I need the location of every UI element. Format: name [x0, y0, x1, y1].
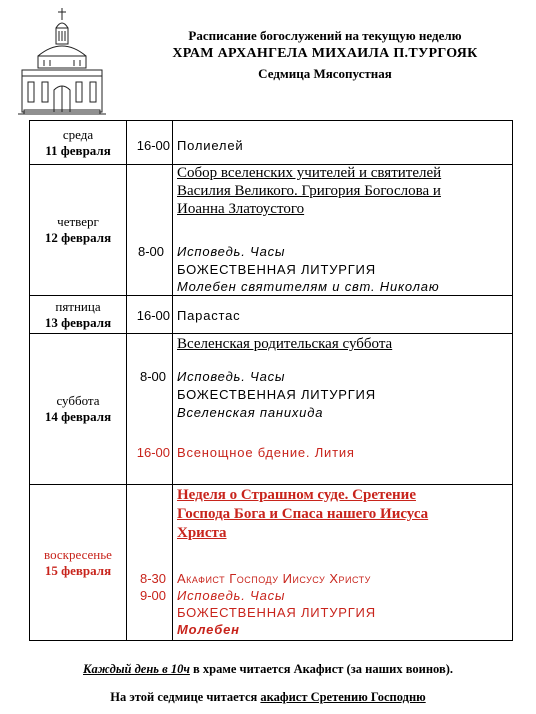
service-name: Акафист Господу Иисусу Христу: [177, 571, 371, 586]
date: 15 февраля: [44, 562, 112, 578]
footer-note-daily: [0, 662, 536, 677]
service-time: 16-00: [136, 308, 170, 323]
footer-emphasis: акафист Сретению Господню: [260, 690, 426, 704]
date: 11 февраля: [45, 142, 111, 158]
date: 12 февраля: [44, 230, 112, 245]
time-cell: [127, 121, 173, 165]
date: 14 февраля: [44, 409, 112, 424]
feast-title-line: Василия Великого. Григория Богослова и: [177, 183, 441, 199]
service-name: Вселенская панихида: [177, 405, 324, 420]
service-name: БОЖЕСТВЕННАЯ ЛИТУРГИЯ: [177, 262, 376, 277]
day-cell: [30, 485, 127, 641]
service-name: Всенощное бдение. Лития: [177, 445, 355, 460]
day-cell: [30, 296, 127, 334]
time-cell: [127, 165, 173, 296]
service-time: 8-00: [139, 369, 166, 384]
day-cell: [30, 121, 127, 165]
footer-text: в храме читается Акафист (за наших воинов).: [189, 662, 453, 676]
event-cell: [173, 296, 513, 334]
schedule-title: Расписание богослужений на текущую неделю: [188, 28, 462, 43]
service-name: БОЖЕСТВЕННАЯ ЛИТУРГИЯ: [177, 605, 376, 620]
event-cell: [173, 165, 513, 296]
feast-title: Вселенская родительская суббота: [177, 336, 393, 352]
church-name: ХРАМ АРХАНГЕЛА МИХАИЛА П.ТУРГОЯК: [172, 46, 478, 61]
time-cell: [127, 334, 173, 485]
service-name: Полиелей: [177, 138, 244, 153]
footer-note-week: [0, 690, 536, 705]
service-name: Исповедь. Часы: [177, 244, 286, 259]
weekday: четверг: [57, 214, 99, 229]
feast-title-line: Иоанна Златоустого: [177, 201, 305, 217]
service-time: 16-00: [136, 138, 170, 153]
event-cell: [173, 485, 513, 641]
time-cell: [127, 296, 173, 334]
service-time: 16-00: [136, 445, 170, 460]
weekday: воскресенье: [44, 546, 112, 562]
week-name: Седмица Мясопустная: [258, 66, 392, 81]
service-name: Исповедь. Часы: [177, 588, 286, 603]
weekday: пятница: [55, 298, 101, 314]
service-name: Исповедь. Часы: [177, 369, 286, 384]
event-cell: [173, 334, 513, 485]
day-cell: [30, 334, 127, 485]
service-name: Молебен святителям и свт. Николаю: [177, 279, 440, 294]
service-name: Молебен: [177, 622, 240, 637]
footer-emphasis: Каждый день в 10ч: [83, 662, 190, 676]
schedule-table: [29, 120, 513, 641]
church-logo: [14, 6, 110, 118]
time-cell: [127, 485, 173, 641]
table-row: [30, 485, 513, 641]
feast-title-line: Господа Бога и Спаса нашего Иисуса: [177, 506, 429, 522]
service-time: 8-00: [137, 244, 164, 259]
footer-text: На этой седмице читается: [110, 690, 261, 704]
service-name: Парастас: [177, 308, 241, 323]
service-time: 8-30: [139, 571, 166, 586]
service-name: БОЖЕСТВЕННАЯ ЛИТУРГИЯ: [177, 387, 376, 402]
table-row: [30, 334, 513, 485]
table-row: [30, 165, 513, 296]
table-row: [30, 296, 513, 334]
weekday: суббота: [56, 393, 100, 408]
feast-title-line: Неделя о Страшном суде. Сретение: [177, 487, 416, 503]
event-cell: [173, 121, 513, 165]
day-cell: [30, 165, 127, 296]
service-time: 9-00: [139, 588, 166, 603]
table-row: [30, 121, 513, 165]
feast-title-line: Собор вселенских учителей и святителей: [177, 165, 442, 181]
weekday: среда: [62, 126, 94, 142]
date: 13 февраля: [44, 314, 112, 330]
feast-title-line: Христа: [177, 525, 227, 541]
